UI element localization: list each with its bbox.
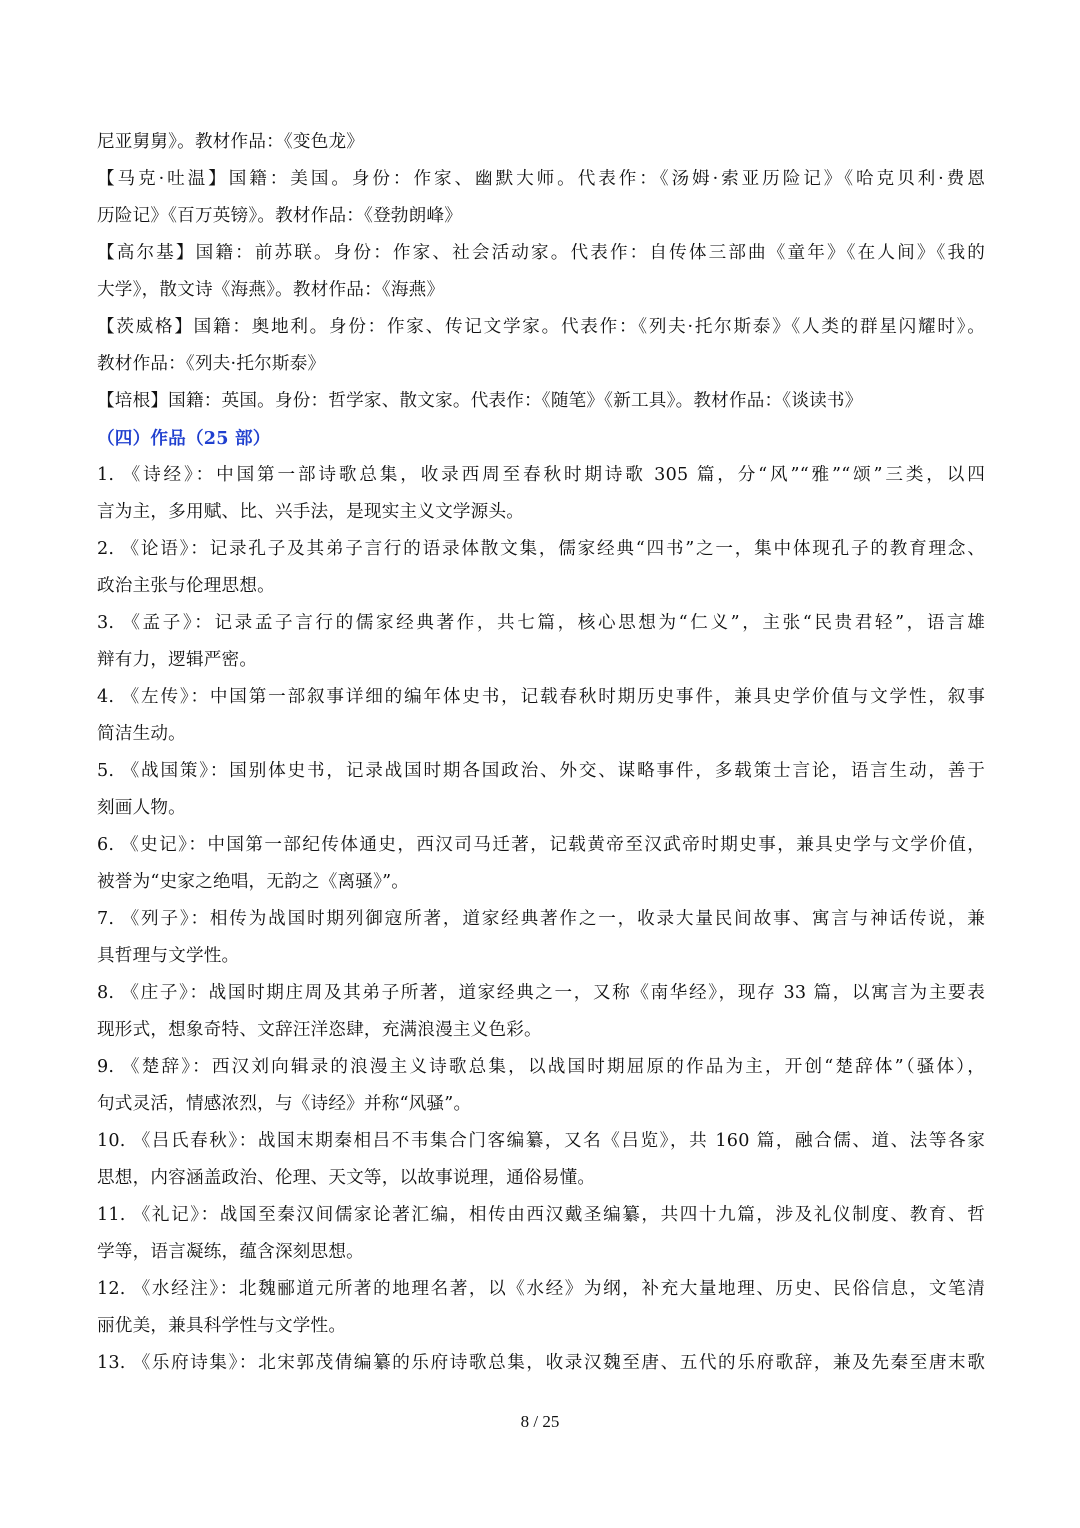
text-line: 学等，语言凝练，蕴含深刻思想。 <box>97 1242 364 1262</box>
text-line: 3. 《孟子》：记录孟子言行的儒家经典著作，共七篇，核心思想为“仁义”，主张“民贵君轻”，语言雄 <box>97 613 985 633</box>
text-line: 10. 《吕氏春秋》：战国末期秦相吕不韦集合门客编纂，又名《吕览》，共 160 篇，融合儒、道、法等各家 <box>97 1131 985 1151</box>
text-line: 丽优美，兼具科学性与文学性。 <box>97 1316 347 1336</box>
text-line: 【茨威格】国籍：奥地利。身份：作家、传记文学家。代表作：《列夫·托尔斯泰》《人类的群星闪耀时》。 <box>97 317 985 337</box>
page-body <box>97 124 985 1382</box>
text-line: 11. 《礼记》：战国至秦汉间儒家论著汇编，相传由西汉戴圣编纂，共四十九篇，涉及礼仪制度、教育、哲 <box>97 1205 985 1225</box>
text-line: 简洁生动。 <box>97 724 186 744</box>
text-line: 【高尔基】国籍：前苏联。身份：作家、社会活动家。代表作：自传体三部曲《童年》《在人间》《我的 <box>97 243 985 263</box>
text-line: 刻画人物。 <box>97 798 186 818</box>
text-line: 被誉为“史家之绝唱，无韵之《离骚》”。 <box>97 872 410 892</box>
text-line: 句式灵活，情感浓烈，与《诗经》并称“风骚”。 <box>97 1094 472 1114</box>
text-line: 4. 《左传》：中国第一部叙事详细的编年体史书，记载春秋时期历史事件，兼具史学价值与文学性，叙事 <box>97 687 985 707</box>
text-line: 大学》，散文诗《海燕》。教材作品：《海燕》 <box>97 280 445 300</box>
text-line: 思想，内容涵盖政治、伦理、天文等，以故事说理，通俗易懂。 <box>97 1168 596 1188</box>
text-line: 1. 《诗经》：中国第一部诗歌总集，收录西周至春秋时期诗歌 305 篇，分“风”“雅”“颂”三类，以四 <box>97 465 985 485</box>
text-line: 尼亚舅舅》。教材作品：《变色龙》 <box>97 132 365 152</box>
text-line: 【马克·吐温】国籍：美国。身份：作家、幽默大师。代表作：《汤姆·索亚历险记》《哈克贝利·费恩 <box>97 169 985 189</box>
text-line: 5. 《战国策》：国别体史书，记录战国时期各国政治、外交、谋略事件，多载策士言论，语言生动，善于 <box>97 761 985 781</box>
text-line: 教材作品：《列夫·托尔斯泰》 <box>97 354 326 374</box>
section-heading: （四）作品（25 部） <box>97 428 271 449</box>
text-line: 【培根】国籍：英国。身份：哲学家、散文家。代表作：《随笔》《新工具》。教材作品：《谈读书》 <box>97 391 863 411</box>
text-line: 言为主，多用赋、比、兴手法，是现实主义文学源头。 <box>97 502 525 522</box>
text-line: 12. 《水经注》：北魏郦道元所著的地理名著，以《水经》为纲，补充大量地理、历史、民俗信息，文笔清 <box>97 1279 985 1299</box>
text-line: 7. 《列子》：相传为战国时期列御寇所著，道家经典著作之一，收录大量民间故事、寓言与神话传说，兼 <box>97 909 985 929</box>
text-line: 历险记》《百万英镑》。教材作品：《登勃朗峰》 <box>97 206 463 226</box>
text-line: 2. 《论语》：记录孔子及其弟子言行的语录体散文集，儒家经典“四书”之一，集中体现孔子的教育理念、 <box>97 539 985 559</box>
text-line: 9. 《楚辞》：西汉刘向辑录的浪漫主义诗歌总集，以战国时期屈原的作品为主，开创“楚辞体”（骚体）， <box>97 1057 985 1077</box>
text-line: 辩有力，逻辑严密。 <box>97 650 258 670</box>
text-line: 政治主张与伦理思想。 <box>97 576 275 596</box>
text-line: 8. 《庄子》：战国时期庄周及其弟子所著，道家经典之一，又称《南华经》，现存 33 篇，以寓言为主要表 <box>97 983 985 1003</box>
text-line: 现形式，想象奇特、文辞汪洋恣肆，充满浪漫主义色彩。 <box>97 1020 542 1040</box>
text-line: 13. 《乐府诗集》：北宋郭茂倩编纂的乐府诗歌总集，收录汉魏至唐、五代的乐府歌辞，兼及先秦至唐末歌 <box>97 1353 985 1373</box>
page-number: 8 / 25 <box>520 1412 560 1431</box>
text-line: 6. 《史记》：中国第一部纪传体通史，西汉司马迁著，记载黄帝至汉武帝时期史事，兼具史学与文学价值， <box>97 835 985 855</box>
text-line: 具哲理与文学性。 <box>97 946 240 966</box>
